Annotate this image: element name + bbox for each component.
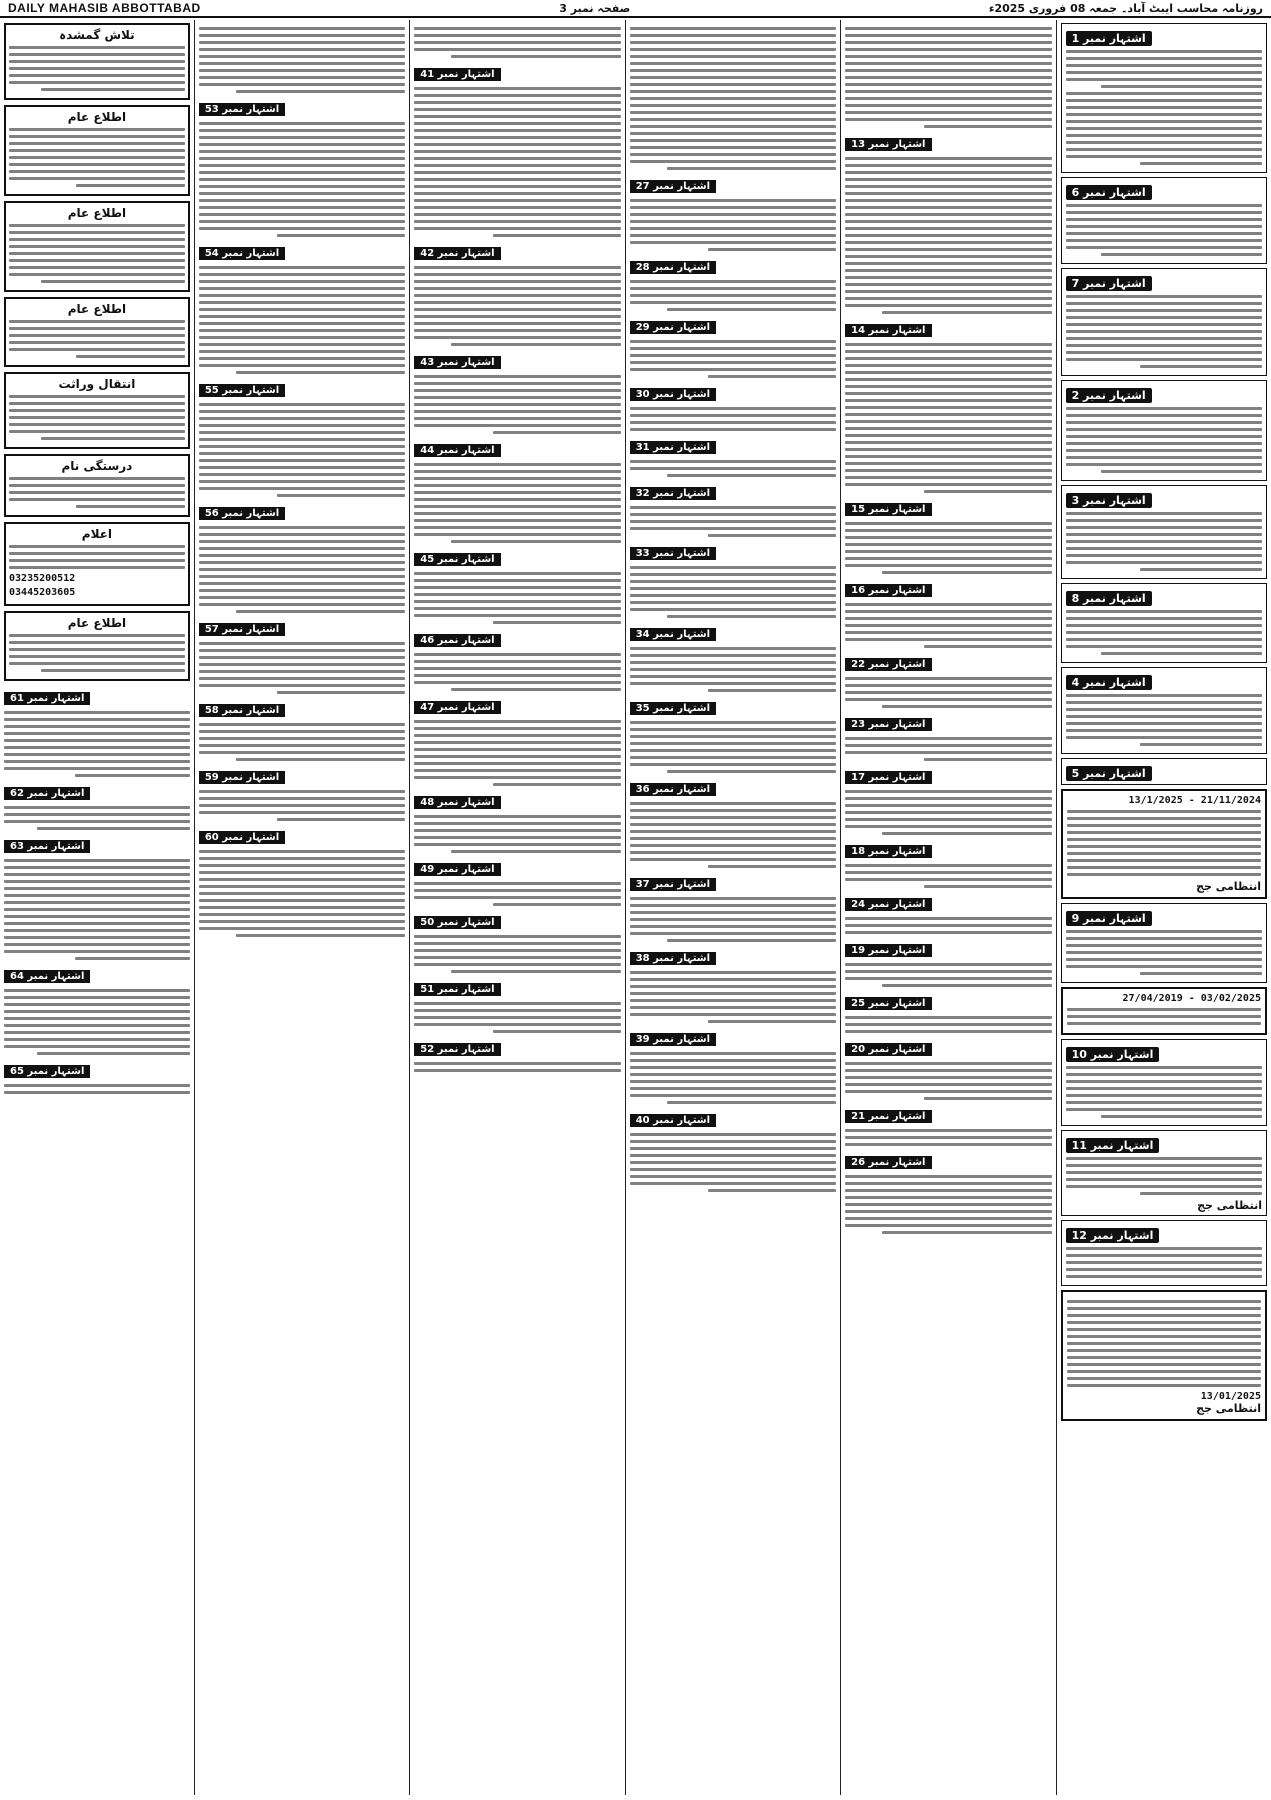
notice-number: اشتہار نمبر 30: [630, 388, 716, 401]
case-number: 13/01/2025: [1200, 1391, 1261, 1402]
notice-number: اشتہار نمبر 20: [845, 1043, 931, 1056]
newspaper-columns: [0, 20, 1271, 1795]
notice-number: اشتہار نمبر 22: [845, 658, 931, 671]
notice-number: اشتہار نمبر 11: [1066, 1138, 1160, 1153]
classified-ad: [4, 23, 190, 100]
notice-number: اشتہار نمبر 58: [199, 704, 285, 717]
notice-number: اشتہار نمبر 35: [630, 702, 716, 715]
notice-number: اشتہار نمبر 26: [845, 1156, 931, 1169]
notice-number: اشتہار نمبر 1: [1066, 31, 1152, 46]
classified-ad: [4, 611, 190, 681]
notice-number: اشتہار نمبر 29: [630, 321, 716, 334]
notice-number: اشتہار نمبر 4: [1066, 675, 1152, 690]
classified-ad: [4, 372, 190, 449]
notice-number: اشتہار نمبر 32: [630, 487, 716, 500]
notice-number: اشتہار نمبر 27: [630, 180, 716, 193]
ad-heading: اطلاع عام: [67, 302, 127, 316]
court-notice: [1061, 987, 1267, 1035]
notice-box: [1061, 667, 1267, 754]
notice-number: اشتہار نمبر 48: [414, 796, 500, 809]
ad-heading: اطلاع عام: [67, 110, 127, 124]
notice-box: [1061, 1220, 1267, 1286]
court-notice: [1061, 789, 1267, 899]
notice-box: [1061, 1039, 1267, 1126]
notice-number: اشتہار نمبر 40: [630, 1114, 716, 1127]
notice-number: اشتہار نمبر 3: [1066, 493, 1152, 508]
notice-number: اشتہار نمبر 53: [199, 103, 285, 116]
classified-ad: [4, 201, 190, 292]
column-3: [409, 20, 624, 1795]
notice-number: اشتہار نمبر 10: [1066, 1047, 1160, 1062]
court-signature: انتظامی جج: [1197, 1199, 1262, 1212]
notice-number: اشتہار نمبر 34: [630, 628, 716, 641]
page-number: صفحہ نمبر 3: [559, 1, 631, 15]
ad-heading: درستگی نام: [61, 459, 133, 473]
notice-box: [1061, 177, 1267, 264]
notice-number: اشتہار نمبر 39: [630, 1033, 716, 1046]
notice-number: اشتہار نمبر 13: [845, 138, 931, 151]
notice-number: اشتہار نمبر 64: [4, 970, 90, 983]
notice-number: اشتہار نمبر 9: [1066, 911, 1152, 926]
column-4: [625, 20, 840, 1795]
notice-number: اشتہار نمبر 57: [199, 623, 285, 636]
notice-number: اشتہار نمبر 65: [4, 1065, 90, 1078]
notice-number: اشتہار نمبر 5: [1066, 766, 1152, 781]
notice-number: اشتہار نمبر 31: [630, 441, 716, 454]
ad-heading: انتقال وراثت: [58, 377, 136, 391]
notice-number: اشتہار نمبر 62: [4, 787, 90, 800]
notice-number: اشتہار نمبر 8: [1066, 591, 1152, 606]
notice-number: اشتہار نمبر 12: [1066, 1228, 1160, 1243]
notice-number: اشتہار نمبر 44: [414, 444, 500, 457]
notice-number: اشتہار نمبر 25: [845, 997, 931, 1010]
notice-number: اشتہار نمبر 19: [845, 944, 931, 957]
court-signature: انتظامی جج: [1196, 880, 1261, 893]
classified-ad: [4, 297, 190, 367]
column-2: [194, 20, 409, 1795]
notice-number: اشتہار نمبر 36: [630, 783, 716, 796]
notice-number: اشتہار نمبر 51: [414, 983, 500, 996]
notice-number: اشتہار نمبر 50: [414, 916, 500, 929]
notice-number: اشتہار نمبر 38: [630, 952, 716, 965]
court-signature: انتظامی جج: [1196, 1402, 1261, 1415]
classified-ad: [4, 105, 190, 196]
notice-number: اشتہار نمبر 49: [414, 863, 500, 876]
notice-number: اشتہار نمبر 46: [414, 634, 500, 647]
notice-box: [1061, 485, 1267, 579]
notice-box: [1061, 903, 1267, 983]
paper-name: DAILY MAHASIB ABBOTTABAD: [8, 1, 201, 15]
notice-number: اشتہار نمبر 18: [845, 845, 931, 858]
notice-number: اشتہار نمبر 28: [630, 261, 716, 274]
notice-number: اشتہار نمبر 15: [845, 503, 931, 516]
notice-box: [1061, 23, 1267, 173]
notice-number: اشتہار نمبر 45: [414, 553, 500, 566]
notice-box: [1061, 1130, 1267, 1216]
notice-number: اشتہار نمبر 42: [414, 247, 500, 260]
notice-number: اشتہار نمبر 56: [199, 507, 285, 520]
notice-number: اشتہار نمبر 41: [414, 68, 500, 81]
phone-number: 03445203605: [9, 587, 76, 598]
notice-box: [1061, 583, 1267, 663]
column-1: [0, 20, 194, 1795]
classified-ad: [4, 454, 190, 517]
notice-number: اشتہار نمبر 60: [199, 831, 285, 844]
notice-number: اشتہار نمبر 6: [1066, 185, 1152, 200]
column-5: [840, 20, 1055, 1795]
notice-number: اشتہار نمبر 59: [199, 771, 285, 784]
notice-number: اشتہار نمبر 16: [845, 584, 931, 597]
notice-number: اشتہار نمبر 43: [414, 356, 500, 369]
column-6: [1056, 20, 1271, 1795]
classified-ad: [4, 522, 190, 606]
ad-heading: اعلام: [81, 527, 113, 541]
notice-number: اشتہار نمبر 17: [845, 771, 931, 784]
notice-box: [1061, 268, 1267, 376]
case-number: 13/1/2025 - 21/11/2024: [1128, 795, 1261, 806]
notice-number: اشتہار نمبر 47: [414, 701, 500, 714]
notice-number: اشتہار نمبر 52: [414, 1043, 500, 1056]
notice-number: اشتہار نمبر 55: [199, 384, 285, 397]
notice-number: اشتہار نمبر 54: [199, 247, 285, 260]
masthead: [0, 0, 1271, 18]
notice-box: [1061, 758, 1267, 785]
ad-heading: تلاش گمشدہ: [59, 28, 135, 42]
notice-number: اشتہار نمبر 37: [630, 878, 716, 891]
case-number: 27/04/2019 - 03/02/2025: [1122, 993, 1261, 1004]
notice-box: [1061, 380, 1267, 481]
notice-number: اشتہار نمبر 7: [1066, 276, 1152, 291]
notice-number: اشتہار نمبر 61: [4, 692, 90, 705]
notice-number: اشتہار نمبر 63: [4, 840, 90, 853]
dateline: روزنامہ محاسب ایبٹ آباد۔ جمعہ 08 فروری 2025ء: [988, 1, 1263, 15]
phone-number: 03235200512: [9, 573, 76, 584]
notice-number: اشتہار نمبر 21: [845, 1110, 931, 1123]
notice-number: اشتہار نمبر 24: [845, 898, 931, 911]
notice-number: اشتہار نمبر 14: [845, 324, 931, 337]
notice-number: اشتہار نمبر 2: [1066, 388, 1152, 403]
notice-number: اشتہار نمبر 33: [630, 547, 716, 560]
ad-heading: اطلاع عام: [67, 206, 127, 220]
court-notice: [1061, 1290, 1267, 1421]
ad-heading: اطلاع عام: [67, 616, 127, 630]
notice-number: اشتہار نمبر 23: [845, 718, 931, 731]
